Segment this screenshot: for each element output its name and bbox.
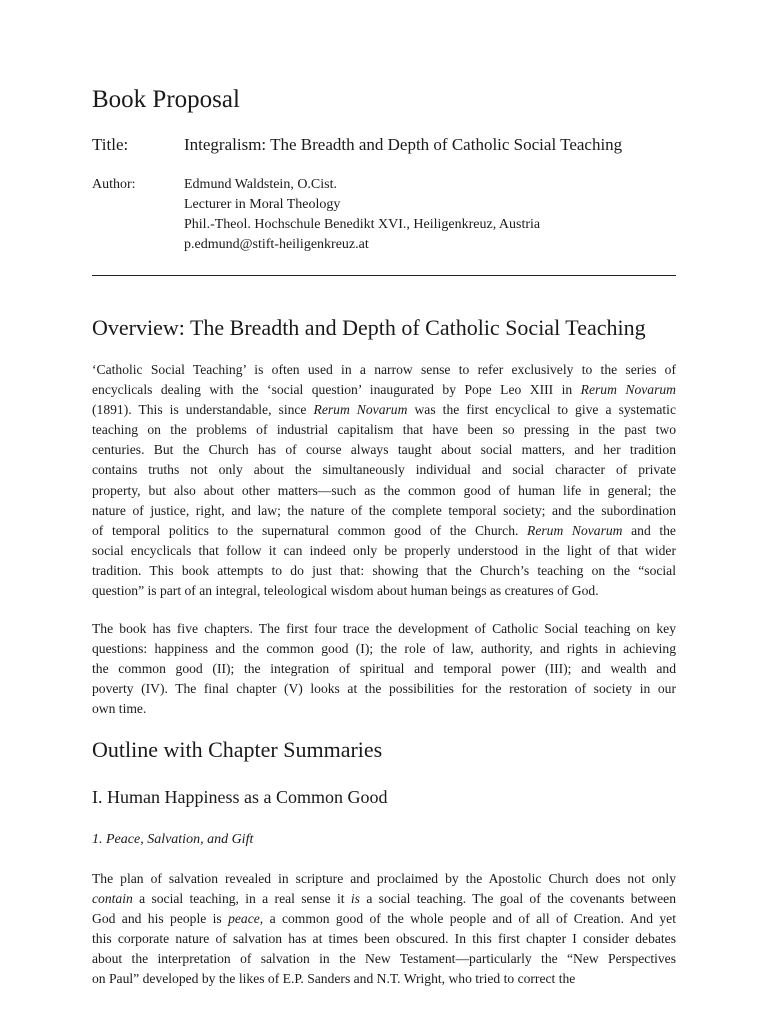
text-line: tradition. This book attempts to do just that: showing that the Church’s teaching on the “social	[92, 562, 676, 578]
title-label: Title:	[92, 135, 129, 154]
overview-paragraph-2	[92, 619, 676, 719]
text-line: contains truths not only about the simultaneously individual and social character of private	[92, 462, 676, 478]
italic-text: is	[350, 891, 360, 907]
text-line: of temporal politics to the supernatural common good of the Church. Rerum Novarum and the	[92, 522, 676, 538]
text-line: social encyclicals that follow it can indeed only be properly understood in the light of that wider	[92, 542, 676, 558]
text-line: on Paul” developed by the likes of E.P. Sanders and N.T. Wright, who tried to correct the	[92, 971, 576, 987]
author-details	[184, 175, 540, 255]
text-line: poverty (IV). The final chapter (V) looks at the possibilities for the restoration of society in our	[92, 681, 676, 697]
author-label: Author:	[92, 177, 136, 192]
text-line: this corporate nature of salvation has at times been obscured. In this first chapter I consider debates	[92, 931, 676, 947]
chapter-1-heading: I. Human Happiness as a Common Good	[92, 787, 388, 807]
text-line: contain a social teaching, in a real sense it is a social teaching. The goal of the covenants between	[92, 891, 676, 907]
outline-heading: Outline with Chapter Summaries	[92, 737, 383, 762]
horizontal-divider	[92, 275, 676, 276]
text-line: ‘Catholic Social Teaching’ is often used in a narrow sense to refer exclusively to the series of	[92, 362, 676, 377]
text-line: God and his people is peace, a common good of the whole people and of all of Creation. And yet	[92, 911, 676, 927]
text-line: the common good (II); the integration of spiritual and temporal power (III); and wealth and	[92, 661, 676, 677]
italic-text: contain	[92, 891, 133, 907]
author-institution: Phil.-Theol. Hochschule Benedikt XVI., Heiligenkreuz, Austria	[184, 217, 541, 232]
text-line: The plan of salvation revealed in scripture and proclaimed by the Apostolic Church does not only	[92, 871, 676, 886]
text-line: questions: happiness and the common good (I); the role of law, authority, and rights in achieving	[92, 641, 676, 657]
text-line: teaching on the problems of industrial capitalism that have been so pressing in the past two	[92, 422, 676, 438]
text-line: about the interpretation of salvation in the New Testament—particularly the “New Perspectives	[92, 951, 676, 967]
author-position: Lecturer in Moral Theology	[184, 197, 341, 212]
text-line: The book has five chapters. The first four trace the development of Catholic Social teaching on key	[92, 621, 676, 636]
text-line: centuries. But the Church has of course always taught about social matters, and her tradition	[92, 442, 676, 458]
italic-text: Rerum Novarum	[580, 382, 676, 398]
text-line: (1891). This is understandable, since Rerum Novarum was the first encyclical to give a systematic	[92, 402, 676, 418]
italic-text: Rerum Novarum	[313, 402, 408, 418]
italic-text: peace,	[228, 911, 264, 927]
document-title: Book Proposal	[92, 86, 240, 113]
section-1-paragraph	[92, 869, 676, 990]
section-1-heading: 1. Peace, Salvation, and Gift	[92, 832, 254, 847]
author-name: Edmund Waldstein, O.Cist.	[184, 177, 338, 192]
italic-text: Rerum Novarum	[527, 522, 623, 538]
book-title: Integralism: The Breadth and Depth of Catholic Social Teaching	[184, 135, 623, 154]
author-email: p.edmund@stift-heiligenkreuz.at	[184, 237, 369, 252]
text-line: property, but also about other matters—such as the common good of human life in general; the	[92, 482, 676, 498]
text-line: own time.	[92, 701, 147, 717]
overview-heading: Overview: The Breadth and Depth of Catholic Social Teaching	[92, 315, 646, 340]
text-line: question” is part of an integral, teleological wisdom about human beings as creatures of God.	[92, 583, 599, 599]
text-line: encyclicals dealing with the ‘social question’ inaugurated by Pope Leo XIII in Rerum Novarum	[92, 382, 676, 398]
overview-paragraph-1	[92, 360, 676, 601]
text-line: nature of justice, right, and law; the nature of the complete temporal society; and the subordination	[92, 502, 676, 518]
